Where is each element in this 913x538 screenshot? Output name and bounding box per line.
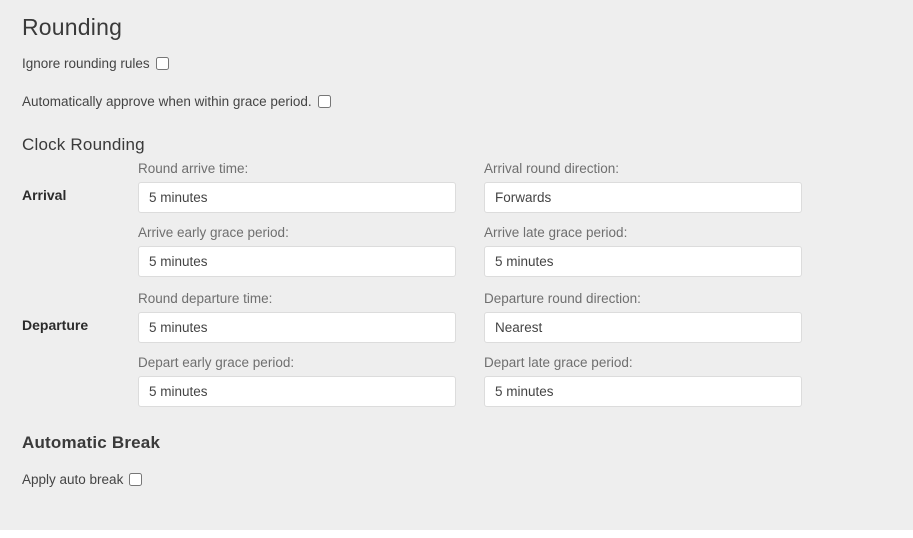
auto-approve-grace-period-row: [22, 89, 913, 113]
ignore-rounding-rules-checkbox[interactable]: [156, 57, 169, 70]
arrive-early-grace-label: Arrive early grace period:: [138, 225, 289, 240]
arrival-primary-row: [0, 161, 913, 213]
arrive-early-grace-field: [138, 225, 456, 277]
round-arrive-time-label: Round arrive time:: [138, 161, 249, 176]
apply-auto-break-row: [22, 467, 913, 491]
arrival-round-direction-field: [484, 161, 802, 213]
bottom-divider: [0, 530, 913, 538]
departure-round-direction-label: Departure round direction:: [484, 291, 641, 306]
automatic-break-heading: Automatic Break: [22, 433, 161, 452]
departure-row-label: Departure: [22, 317, 89, 333]
auto-approve-grace-period-checkbox[interactable]: [318, 95, 331, 108]
arrival-section: [0, 161, 913, 277]
arrive-late-grace-field: [484, 225, 802, 277]
round-departure-time-field: [138, 291, 456, 343]
arrive-late-grace-input[interactable]: [484, 246, 802, 277]
departure-round-direction-input[interactable]: [484, 312, 802, 343]
arrival-round-direction-input[interactable]: [484, 182, 802, 213]
arrival-round-direction-label: Arrival round direction:: [484, 161, 620, 176]
auto-approve-grace-period-label: Automatically approve when within grace period.: [22, 93, 312, 109]
page-title: Rounding: [22, 14, 123, 40]
arrive-early-grace-input[interactable]: [138, 246, 456, 277]
arrival-secondary-row: [138, 225, 913, 277]
round-departure-time-input[interactable]: [138, 312, 456, 343]
ignore-rounding-rules-label: Ignore rounding rules: [22, 55, 150, 71]
depart-early-grace-field: [138, 355, 456, 407]
clock-rounding-heading: Clock Rounding: [22, 135, 145, 154]
depart-early-grace-input[interactable]: [138, 376, 456, 407]
apply-auto-break-checkbox[interactable]: [129, 473, 142, 486]
depart-late-grace-input[interactable]: [484, 376, 802, 407]
departure-section: [0, 291, 913, 407]
depart-early-grace-label: Depart early grace period:: [138, 355, 295, 370]
round-departure-time-label: Round departure time:: [138, 291, 273, 306]
apply-auto-break-label: Apply auto break: [22, 471, 124, 487]
departure-round-direction-field: [484, 291, 802, 343]
departure-secondary-row: [138, 355, 913, 407]
round-arrive-time-input[interactable]: [138, 182, 456, 213]
ignore-rounding-rules-row: [22, 51, 913, 75]
departure-primary-row: [0, 291, 913, 343]
arrive-late-grace-label: Arrive late grace period:: [484, 225, 628, 240]
depart-late-grace-label: Depart late grace period:: [484, 355, 633, 370]
depart-late-grace-field: [484, 355, 802, 407]
arrival-row-label: Arrival: [22, 187, 67, 203]
round-arrive-time-field: [138, 161, 456, 213]
